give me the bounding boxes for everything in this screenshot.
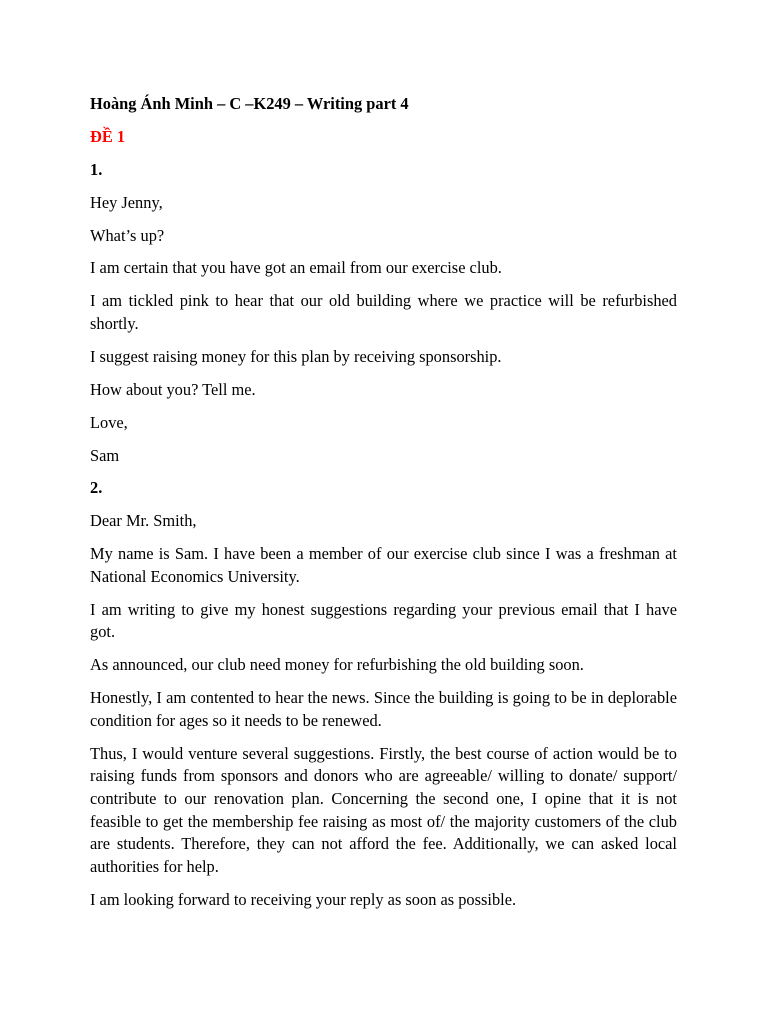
part1-number: 1. bbox=[90, 159, 103, 179]
part2-number: 2. bbox=[90, 478, 103, 498]
part1-paragraph-3: I am tickled pink to hear that our old building where we practice will be refurbished shortly. bbox=[90, 291, 677, 333]
part2-paragraph-3: As announced, our club need money for refurbishing the old building soon. bbox=[90, 655, 584, 675]
document-page bbox=[90, 93, 677, 922]
part1-paragraph-1: What’s up? bbox=[90, 225, 165, 245]
part2-greeting: Dear Mr. Smith, bbox=[90, 511, 197, 531]
part2-paragraph-1: My name is Sam. I have been a member of our exercise club since I was a freshman at National Economics University. bbox=[90, 544, 677, 586]
part1-paragraph-4: I suggest raising money for this plan by receiving sponsorship. bbox=[90, 346, 502, 366]
part2-paragraph-6: I am looking forward to receiving your reply as soon as possible. bbox=[90, 889, 517, 909]
document-header: Hoàng Ánh Minh – C –K249 – Writing part 4 bbox=[90, 94, 409, 113]
part1-paragraph-5: How about you? Tell me. bbox=[90, 379, 256, 399]
part2-paragraph-4: Honestly, I am contented to hear the news. Since the building is going to be in deplorable condition for ages so it needs to be renewed. bbox=[90, 688, 677, 730]
part2-paragraph-2: I am writing to give my honest suggestions regarding your previous email that I have got. bbox=[90, 599, 677, 642]
part1-paragraph-2: I am certain that you have got an email from our exercise club. bbox=[90, 258, 502, 278]
part1-signature: Sam bbox=[90, 445, 120, 465]
part2-paragraph-5: Thus, I would venture several suggestions. Firstly, the best course of action would be to raising funds from sponsors and donors who are agreeable/ willing to donate/ support/ contribute to our renovation plan. Concerning the second one, I opine that it is not feasible to get the membership fee raising as most of/ the majority customers of the club are students. Therefore, they can not afford the fee. Additionally, we can asked local authorities for help. bbox=[90, 743, 677, 876]
part1-closing: Love, bbox=[90, 412, 128, 432]
part1-greeting: Hey Jenny, bbox=[90, 192, 163, 212]
exam-label: ĐỀ 1 bbox=[90, 126, 126, 146]
